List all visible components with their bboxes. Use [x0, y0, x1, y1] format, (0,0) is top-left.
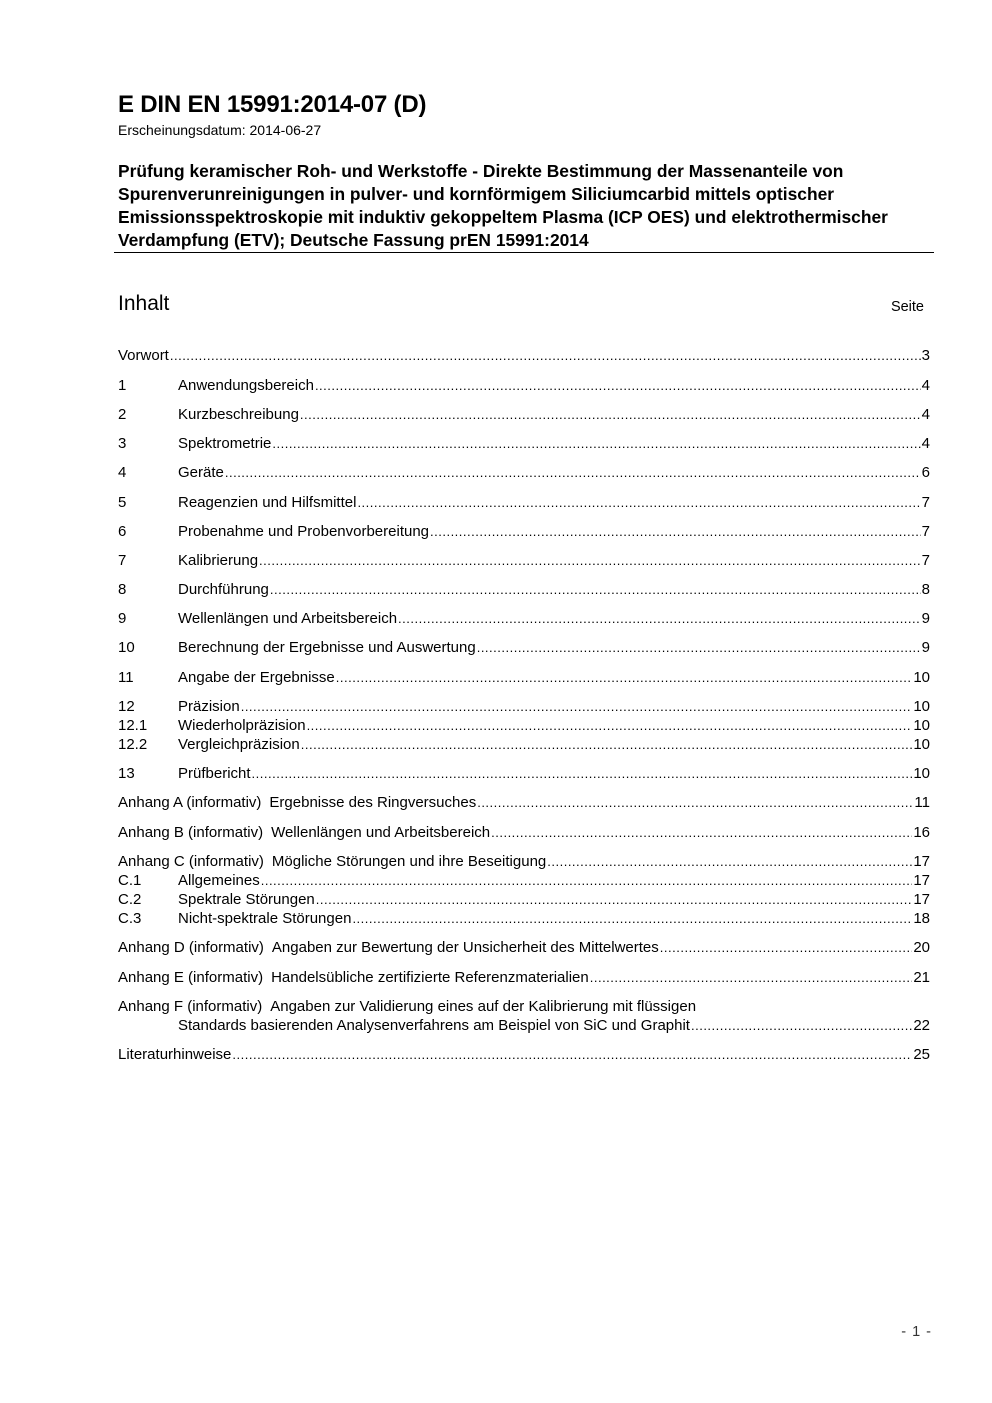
- toc-entry-number: 6: [118, 523, 127, 540]
- toc-entry-subtitle: Mögliche Störungen und ihre Beseitigung: [271, 853, 547, 870]
- toc-entry-number: C.3: [118, 910, 142, 927]
- toc-entry-number: 2: [118, 406, 127, 423]
- dot-leader: [225, 463, 921, 482]
- dot-leader: [307, 716, 913, 735]
- toc-entry-page: 4: [921, 406, 930, 423]
- toc-entry-1[interactable]: [118, 376, 930, 395]
- toc-entry-anhang-d[interactable]: [118, 938, 930, 957]
- dot-leader: [352, 909, 912, 928]
- toc-entry-6[interactable]: [118, 522, 930, 541]
- toc-entry-number: 9: [118, 610, 127, 627]
- dot-leader: [430, 522, 921, 541]
- dot-leader: [241, 697, 913, 716]
- toc-heading: Inhalt: [118, 292, 170, 315]
- dot-leader: [232, 1045, 912, 1064]
- toc-entry-label: Nicht-spektrale Störungen: [178, 910, 352, 927]
- toc-entry-anhang-a[interactable]: [118, 793, 930, 812]
- dot-leader: [270, 580, 921, 599]
- toc-entry-c-1[interactable]: [118, 871, 930, 890]
- toc-entry-number: 12.2: [118, 736, 148, 753]
- dot-leader: [357, 493, 920, 512]
- toc-entry-number: 13: [118, 765, 135, 782]
- dot-leader: [300, 405, 921, 424]
- toc-entry-page: 11: [914, 794, 930, 811]
- toc-entry-label: Anhang C (informativ): [118, 853, 264, 870]
- toc-entry-number: C.1: [118, 872, 142, 889]
- toc-entry-page: 7: [921, 494, 930, 511]
- dot-leader: [170, 346, 921, 365]
- toc-entry-page: 10: [913, 669, 930, 686]
- toc-entry-number: 5: [118, 494, 127, 511]
- toc-entry-page: 7: [921, 523, 930, 540]
- toc-entry-page: 6: [921, 464, 930, 481]
- toc-entry-page: 10: [913, 736, 930, 753]
- toc-page-label: Seite: [890, 299, 924, 315]
- toc-entry-subtitle: Angaben zur Validierung eines auf der Kalibrierung mit flüssigen: [270, 998, 697, 1015]
- toc-entry-label: Anwendungsbereich: [178, 377, 314, 394]
- toc-entry-page: 18: [913, 910, 930, 927]
- toc-entry-subtitle: Handelsübliche zertifizierte Referenzmaterialien: [271, 969, 589, 986]
- toc-entry-number: 1: [118, 377, 127, 394]
- toc-entry-page: 10: [913, 717, 930, 734]
- toc-entry-9[interactable]: [118, 609, 930, 628]
- toc-entry-anhang-b[interactable]: [118, 823, 930, 842]
- document-id: E DIN EN 15991:2014-07 (D): [118, 91, 427, 118]
- toc-entry-12-2[interactable]: [118, 735, 930, 754]
- toc-entry-7[interactable]: [118, 551, 930, 570]
- toc-entry-page: 4: [921, 435, 930, 452]
- page-number: - 1 -: [901, 1324, 932, 1340]
- dot-leader: [252, 764, 913, 783]
- dot-leader: [590, 968, 913, 987]
- dot-leader: [660, 938, 913, 957]
- toc-entry-label: Wiederholpräzision: [178, 717, 306, 734]
- toc-entry-anhang-f[interactable]: [118, 997, 930, 1016]
- toc-entry-literaturhinweise[interactable]: [118, 1045, 930, 1064]
- toc-entry-10[interactable]: [118, 638, 930, 657]
- toc-entry-subtitle: Ergebnisse des Ringversuches: [269, 794, 477, 811]
- toc-entry-12[interactable]: [118, 697, 930, 716]
- toc-entry-label: Wellenlängen und Arbeitsbereich: [178, 610, 398, 627]
- dot-leader: [301, 735, 913, 754]
- toc-entry-vorwort[interactable]: [118, 346, 930, 365]
- toc-entry-label: Anhang D (informativ): [118, 939, 264, 956]
- toc-entry-page: 8: [921, 581, 930, 598]
- toc-entry-subtitle: Angaben zur Bewertung der Unsicherheit des Mittelwertes: [271, 939, 659, 956]
- toc-entry-number: 11: [118, 669, 134, 686]
- toc-entry-page: 22: [913, 1017, 930, 1034]
- dot-leader: [398, 609, 921, 628]
- toc-entry-page: 17: [913, 853, 930, 870]
- toc-entry-number: 3: [118, 435, 127, 452]
- toc-entry-page: 4: [921, 377, 930, 394]
- toc-entry-label: Anhang E (informativ): [118, 969, 264, 986]
- document-title: Prüfung keramischer Roh- und Werkstoffe - Direkte Bestimmung der Massenanteile von Spurenverunreinigungen in pulver- und kornförmigem Siliciumcarbid mittels optischer Emissionsspektroskopie mit induktiv gekoppeltem Plasma (ICP OES) und elektrothermischer Verdampfung (ETV); Deutsche Fassung prEN 15991:2014: [118, 161, 888, 250]
- dot-leader: [491, 823, 912, 842]
- toc-entry-anhang-f-continuation[interactable]: [118, 1016, 930, 1035]
- toc-entry-page: 21: [913, 969, 930, 986]
- toc-entry-label: Geräte: [178, 464, 224, 481]
- toc-entry-11[interactable]: [118, 668, 930, 687]
- toc-entry-label: Angabe der Ergebnisse: [178, 669, 335, 686]
- toc-entry-label: Allgemeines: [178, 872, 260, 889]
- dot-leader: [272, 434, 920, 453]
- toc-entry-page: 10: [913, 765, 930, 782]
- toc-entry-number: 8: [118, 581, 127, 598]
- toc-entry-number: 12: [118, 698, 135, 715]
- dot-leader: [316, 890, 913, 909]
- toc-entry-label: Kalibrierung: [178, 552, 259, 569]
- toc-entry-number: 10: [118, 639, 135, 656]
- toc-entry-page: 17: [913, 872, 930, 889]
- toc-entry-number: 7: [118, 552, 127, 569]
- toc-entry-label: Anhang F (informativ): [118, 998, 263, 1015]
- toc-entry-label: Probenahme und Probenvorbereitung: [178, 523, 430, 540]
- dot-leader: [259, 551, 921, 570]
- toc-entry-anhang-c[interactable]: [118, 852, 930, 871]
- toc-entry-label: Berechnung der Ergebnisse und Auswertung: [178, 639, 476, 656]
- toc-entry-page: 17: [913, 891, 930, 908]
- toc-entry-page: 16: [913, 824, 930, 841]
- toc-entry-page: 20: [913, 939, 930, 956]
- toc-entry-12-1[interactable]: [118, 716, 930, 735]
- toc-entry-4[interactable]: [118, 463, 930, 482]
- dot-leader: [547, 852, 912, 871]
- toc-entry-page: 10: [913, 698, 930, 715]
- toc-entry-continuation: Standards basierenden Analysenverfahrens am Beispiel von SiC und Graphit: [178, 1017, 690, 1034]
- toc-entry-label: Vergleichpräzision: [178, 736, 300, 753]
- toc-entry-subtitle: Wellenlängen und Arbeitsbereich: [271, 824, 491, 841]
- toc-entry-13[interactable]: [118, 764, 930, 783]
- toc-entry-page: 25: [913, 1046, 930, 1063]
- dot-leader: [336, 668, 913, 687]
- toc-entry-label: Vorwort: [118, 347, 169, 364]
- toc-entry-label: Reagenzien und Hilfsmittel: [178, 494, 357, 511]
- toc-entry-number: 4: [118, 464, 127, 481]
- toc-entry-c-3[interactable]: [118, 909, 930, 928]
- toc-entry-label: Literaturhinweise: [118, 1046, 232, 1063]
- title-divider: [114, 252, 934, 253]
- dot-leader: [477, 793, 913, 812]
- toc-entry-page: 9: [921, 639, 930, 656]
- toc-entry-8[interactable]: [118, 580, 930, 599]
- toc-entry-page: 7: [921, 552, 930, 569]
- dot-leader: [315, 376, 921, 395]
- dot-leader: [261, 871, 913, 890]
- toc-entry-3[interactable]: [118, 434, 930, 453]
- toc-entry-label: Spektrometrie: [178, 435, 272, 452]
- toc-entry-c-2[interactable]: [118, 890, 930, 909]
- dot-leader: [691, 1016, 912, 1035]
- toc-entry-page: 9: [921, 610, 930, 627]
- publication-date: Erscheinungsdatum: 2014-06-27: [118, 122, 322, 138]
- toc-entry-label: Kurzbeschreibung: [178, 406, 299, 423]
- toc-entry-label: Präzision: [178, 698, 240, 715]
- toc-entry-number: C.2: [118, 891, 142, 908]
- toc-entry-2[interactable]: [118, 405, 930, 424]
- toc-entry-label: Durchführung: [178, 581, 269, 598]
- toc-entry-number: 12.1: [118, 717, 148, 734]
- toc-entry-label: Spektrale Störungen: [178, 891, 315, 908]
- toc-entry-anhang-e[interactable]: [118, 968, 930, 987]
- toc-entry-label: Anhang A (informativ): [118, 794, 262, 811]
- toc-entry-label: Prüfbericht: [178, 765, 251, 782]
- toc-entry-5[interactable]: [118, 493, 930, 512]
- toc-entry-page: 3: [921, 347, 930, 364]
- dot-leader: [477, 638, 921, 657]
- toc-entry-label: Anhang B (informativ): [118, 824, 264, 841]
